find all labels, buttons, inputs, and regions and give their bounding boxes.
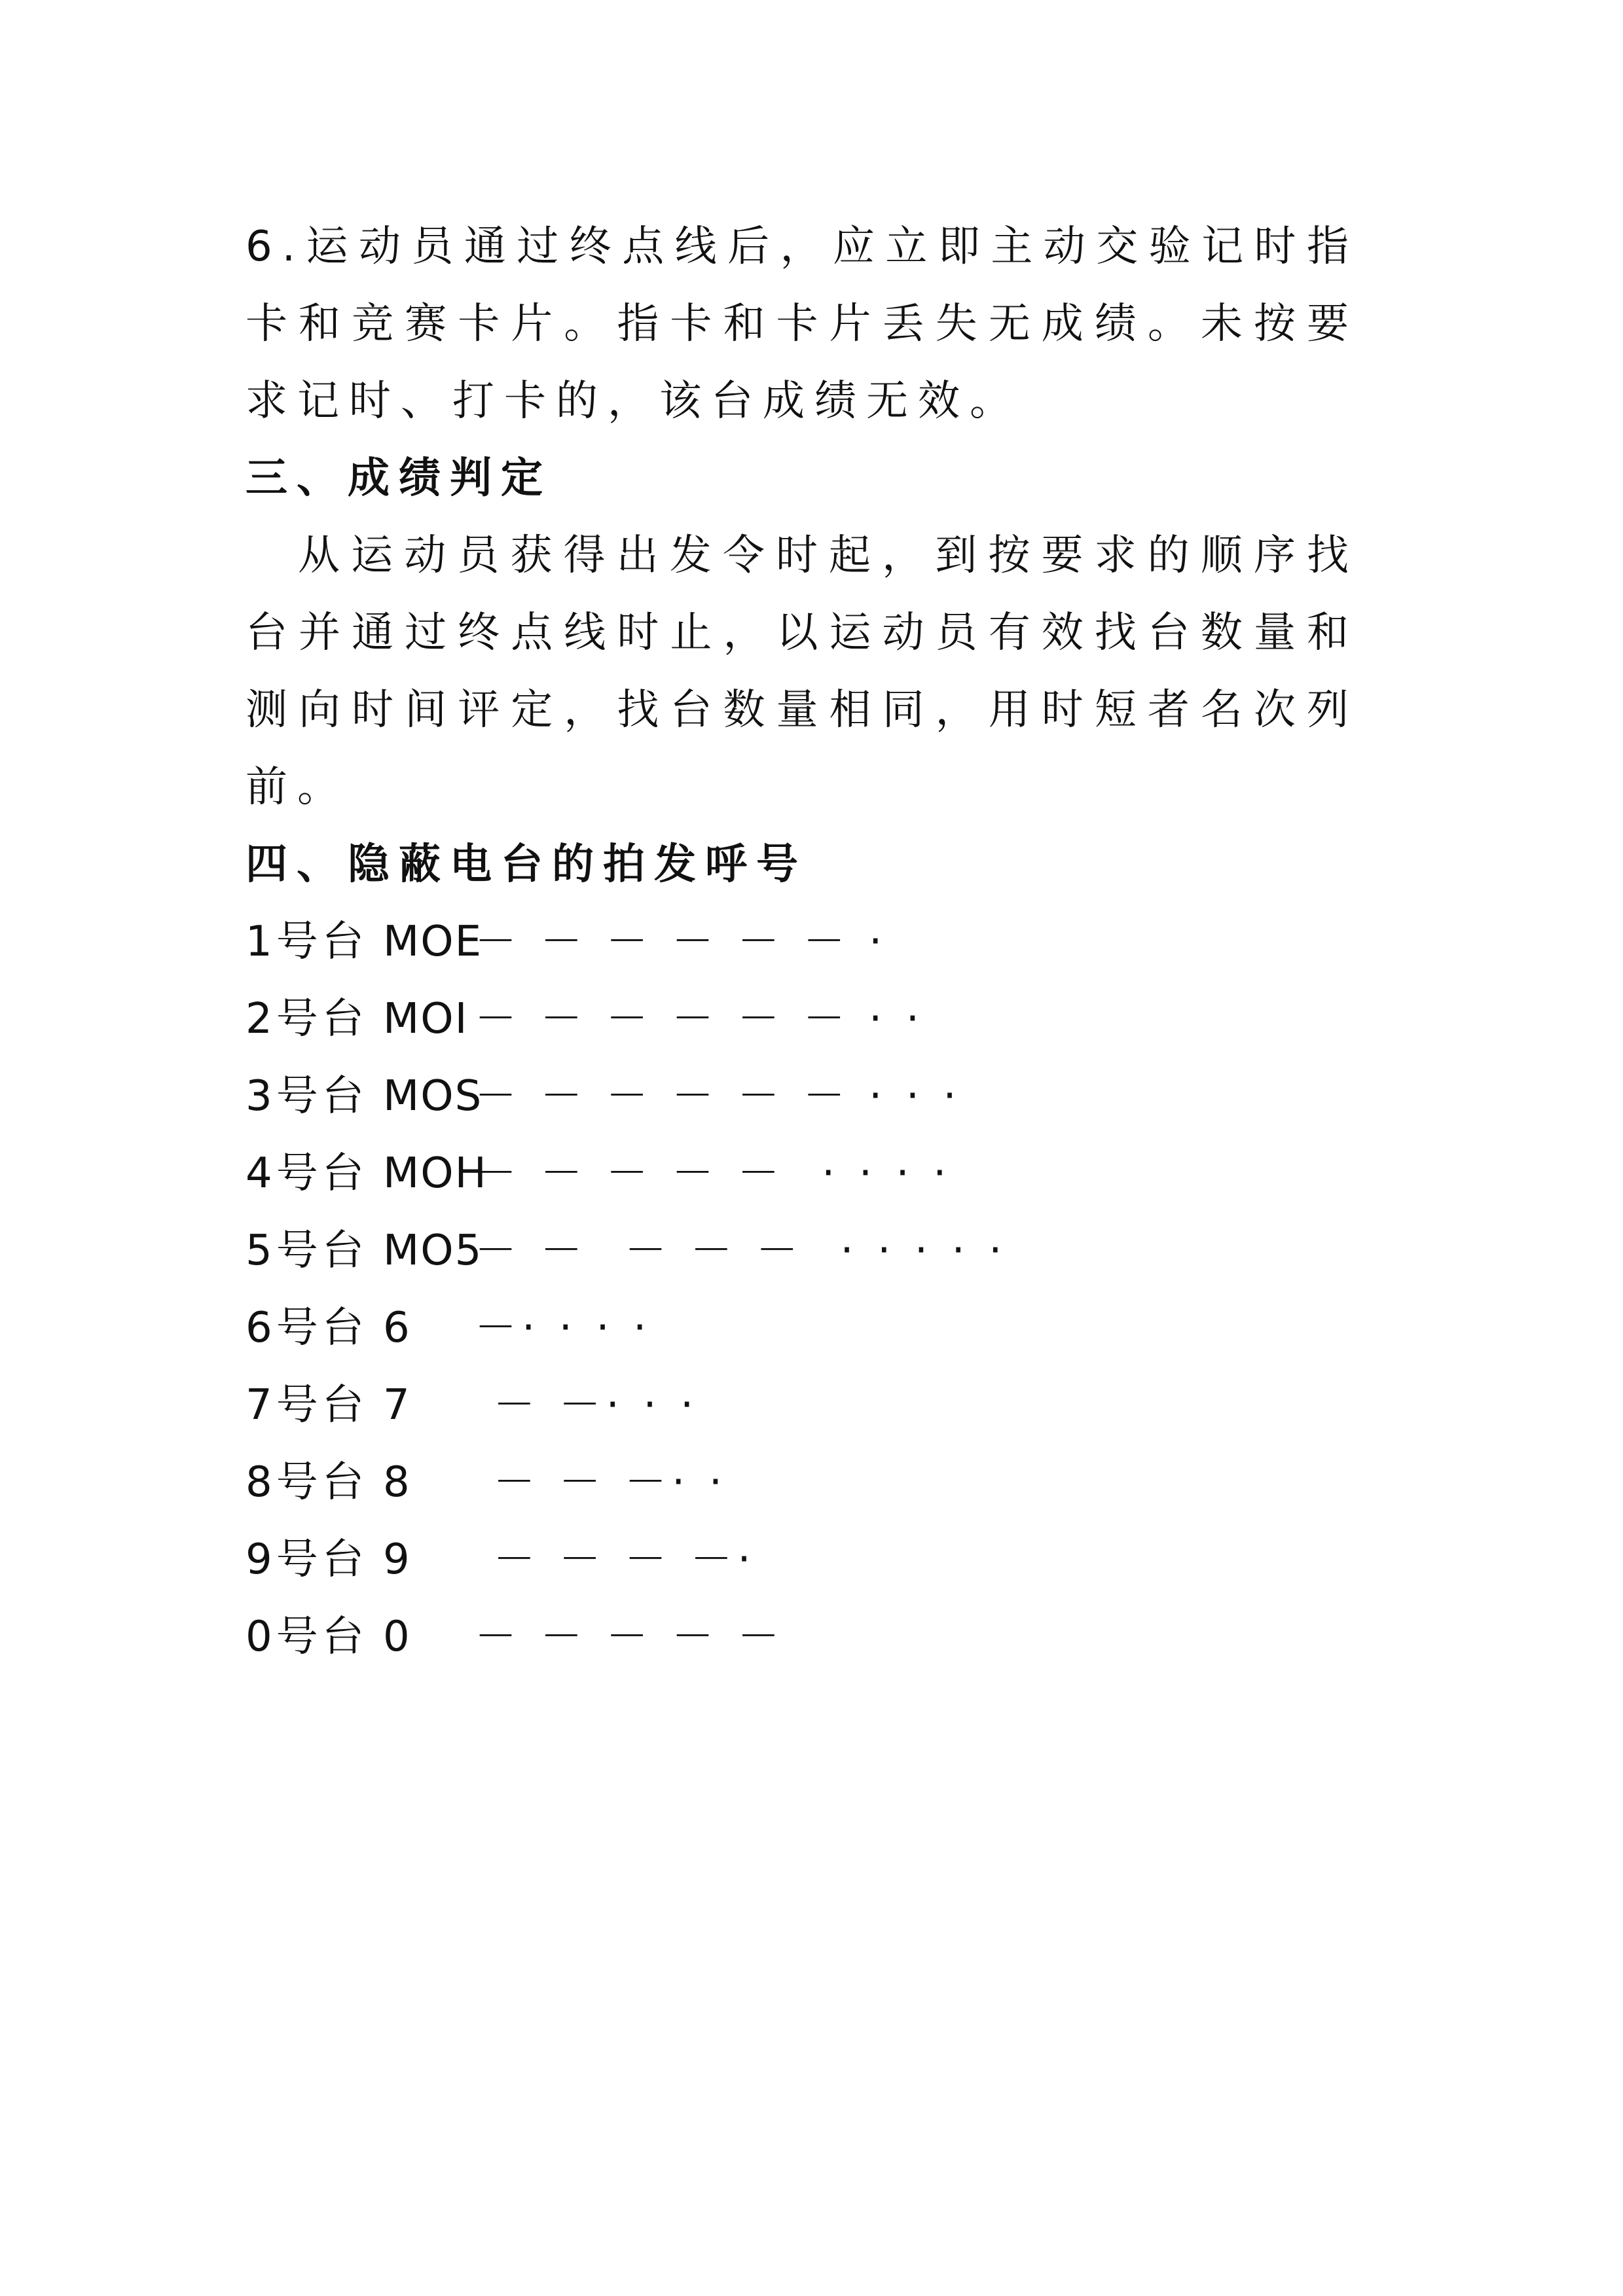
station-row: [246, 1058, 1359, 1135]
station-label: 1号台: [246, 918, 368, 966]
station-callsign: 8: [383, 1458, 411, 1507]
morse-code: － － － － － · · · · ·: [475, 1227, 1008, 1275]
station-label: 6号台: [246, 1304, 368, 1352]
station-callsign: MOI: [383, 995, 469, 1043]
station-callsign: 0: [383, 1613, 411, 1661]
station-row: [246, 903, 1359, 980]
station-label: 9号台: [246, 1535, 368, 1584]
station-callsign: MO5: [383, 1227, 483, 1275]
document-page: [246, 208, 1359, 1676]
morse-code: － － －· ·: [475, 1458, 728, 1507]
morse-code: － － － － － － · ·: [475, 995, 925, 1043]
station-label: 2号台: [246, 995, 368, 1043]
morse-code: － － － － － － ·: [475, 918, 888, 966]
morse-code: － － － －·: [475, 1535, 756, 1584]
station-callsign: 6: [383, 1304, 411, 1352]
station-row: [246, 1289, 1359, 1367]
station-callsign-list: [246, 903, 1359, 1676]
station-callsign: 7: [383, 1381, 411, 1429]
station-callsign: MOS: [383, 1072, 483, 1121]
station-row: [246, 1367, 1359, 1444]
morse-code: － － － － － － · · ·: [475, 1072, 962, 1121]
station-callsign: MOH: [383, 1149, 488, 1198]
station-row: [246, 1444, 1359, 1521]
station-row: [246, 1521, 1359, 1598]
station-label: 3号台: [246, 1072, 368, 1121]
morse-code: － －· · ·: [475, 1381, 699, 1429]
section-3-heading: 三、成绩判定: [246, 454, 552, 503]
station-label: 0号台: [246, 1613, 368, 1661]
station-callsign: MOE: [383, 918, 483, 966]
morse-code: －· · · ·: [475, 1304, 652, 1352]
station-label: 4号台: [246, 1149, 368, 1198]
section-4-heading: 四、隐蔽电台的拍发呼号: [246, 840, 807, 889]
rule-6-paragraph: 6.运动员通过终点线后，应立即主动交验记时指卡和竞赛卡片。指卡和卡片丢失无成绩。未按要求记时、打卡的，该台成绩无效。: [246, 223, 1359, 425]
station-label: 7号台: [246, 1381, 368, 1429]
station-label: 8号台: [246, 1458, 368, 1507]
station-row: [246, 1135, 1359, 1212]
station-row: [246, 1598, 1359, 1676]
morse-code: － － － － －: [475, 1613, 785, 1661]
station-row: [246, 1212, 1359, 1289]
section-3-body: 从运动员获得出发令时起，到按要求的顺序找台并通过终点线时止，以运动员有效找台数量和测向时间评定，找台数量相同，用时短者名次列前。: [246, 531, 1359, 812]
station-label: 5号台: [246, 1227, 368, 1275]
station-row: [246, 980, 1359, 1058]
morse-code: － － － － － · · · ·: [475, 1149, 952, 1198]
station-callsign: 9: [383, 1535, 411, 1584]
